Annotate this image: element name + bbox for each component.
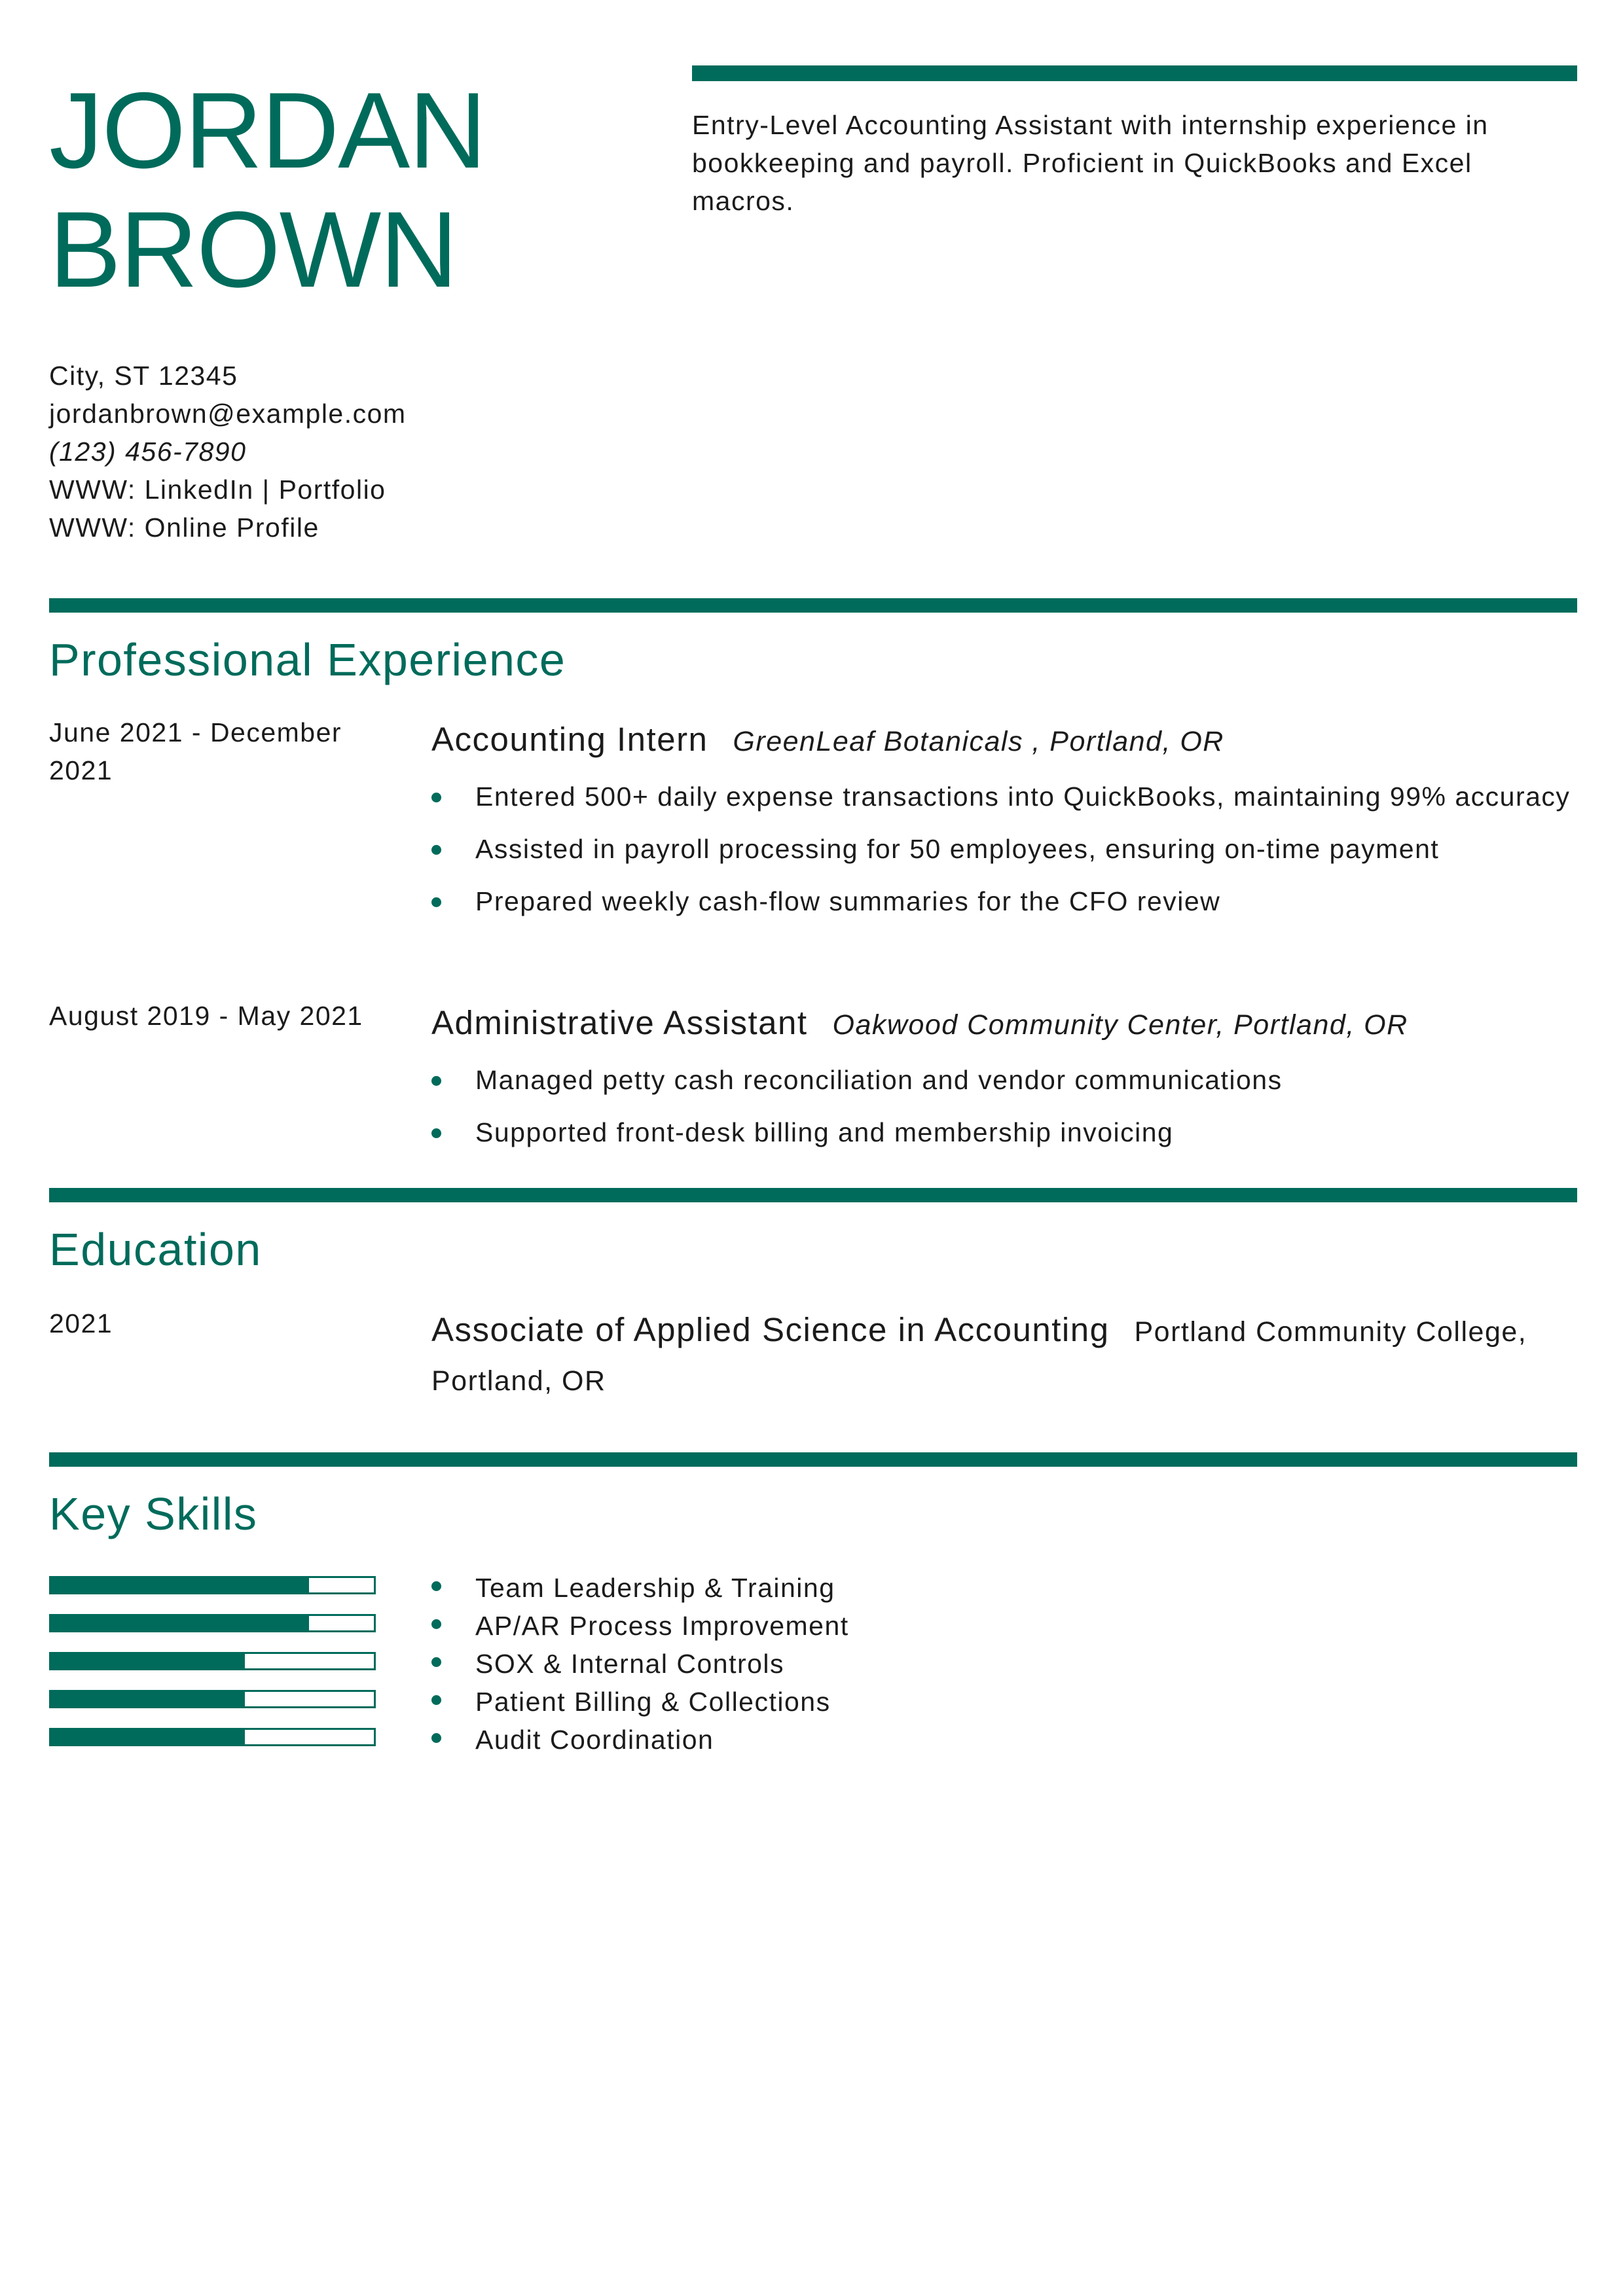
section-divider-skills: [49, 1452, 1577, 1467]
section-title-education: Education: [49, 1224, 262, 1275]
education-year: 2021: [49, 1308, 113, 1338]
candidate-name: [49, 71, 485, 309]
skill-bar: [49, 1576, 376, 1594]
section-divider-education: [49, 1188, 1577, 1202]
contact-email[interactable]: jordanbrown@example.com: [49, 399, 407, 429]
section-divider-experience: [49, 598, 1577, 613]
job-dates: June 2021 - December 2021: [49, 717, 342, 785]
section-title-skills: Key Skills: [49, 1488, 258, 1539]
skill-bar-fill: [51, 1578, 309, 1592]
list-item: Entered 500+ daily expense transactions into QuickBooks, maintaining 99% accuracy: [431, 778, 1577, 816]
list-item: SOX & Internal Controls: [431, 1645, 849, 1683]
list-item: Audit Coordination: [431, 1721, 849, 1759]
skill-bar: [49, 1652, 376, 1670]
job-role: Accounting Intern: [431, 721, 708, 758]
skill-bar: [49, 1614, 376, 1632]
job-heading: [431, 716, 1577, 765]
job-bullets: [431, 778, 1577, 935]
contact-phone[interactable]: (123) 456-7890: [49, 437, 247, 467]
skill-bar-fill: [51, 1654, 245, 1668]
job-organization: Oakwood Community Center, Portland, OR: [832, 1009, 1408, 1041]
list-item: Managed petty cash reconciliation and vendor communications: [431, 1061, 1577, 1099]
summary-text: Entry-Level Accounting Assistant with internship experience in bookkeeping and payroll. Proficient in QuickBooks and Excel macros.: [692, 110, 1489, 216]
skill-bar: [49, 1728, 376, 1746]
skill-bar-fill: [51, 1692, 245, 1706]
job-dates: August 2019 - May 2021: [49, 1001, 363, 1031]
contact-web-links[interactable]: WWW: LinkedIn | Portfolio: [49, 475, 386, 505]
skill-bar-fill: [51, 1616, 309, 1630]
list-item: Assisted in payroll processing for 50 employees, ensuring on-time payment: [431, 830, 1577, 868]
last-name: BROWN: [49, 189, 457, 310]
skill-level-bars: [49, 1576, 376, 1766]
skill-bar-fill: [51, 1730, 245, 1744]
header-accent-bar: [692, 65, 1577, 81]
contact-web-profile[interactable]: WWW: Online Profile: [49, 512, 319, 543]
education-degree: Associate of Applied Science in Accounting: [431, 1311, 1110, 1348]
job-heading: [431, 999, 1577, 1049]
first-name: JORDAN: [49, 70, 486, 190]
list-item: Prepared weekly cash-flow summaries for the CFO review: [431, 882, 1577, 920]
contact-address: City, ST 12345: [49, 361, 238, 391]
skills-list: [431, 1569, 849, 1759]
skill-bar: [49, 1690, 376, 1708]
education-heading: [431, 1306, 1577, 1405]
list-item: Team Leadership & Training: [431, 1569, 849, 1607]
list-item: Patient Billing & Collections: [431, 1683, 849, 1721]
education-school: Portland Community College, Portland, OR: [431, 1316, 1527, 1397]
list-item: Supported front-desk billing and membership invoicing: [431, 1113, 1577, 1151]
list-item: AP/AR Process Improvement: [431, 1607, 849, 1645]
section-title-experience: Professional Experience: [49, 634, 566, 685]
contact-block: [49, 357, 407, 547]
job-role: Administrative Assistant: [431, 1004, 808, 1041]
job-bullets: [431, 1061, 1577, 1166]
job-organization: GreenLeaf Botanicals , Portland, OR: [733, 726, 1224, 757]
